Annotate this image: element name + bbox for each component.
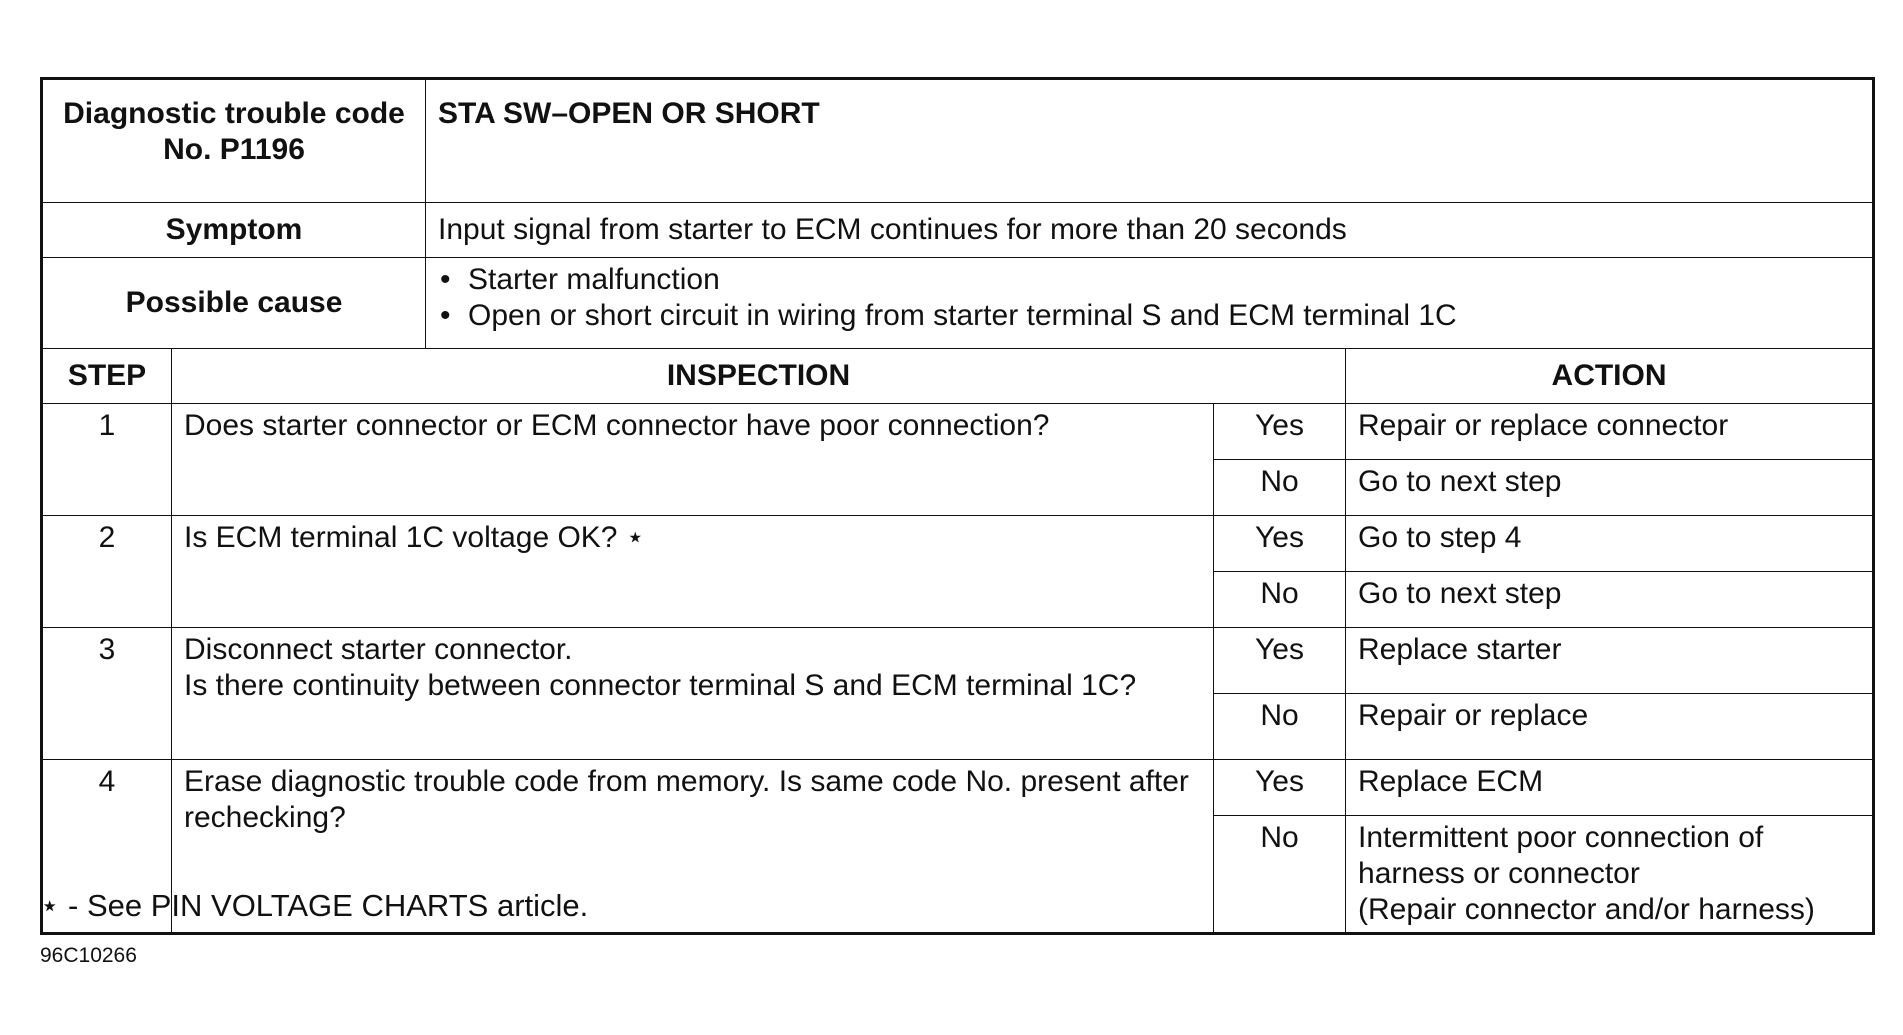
step-3-yes-row bbox=[42, 628, 1874, 694]
possible-cause-item: • Open or short circuit in wiring from starter terminal S and ECM terminal 1C bbox=[438, 298, 1860, 334]
step-number: 2 bbox=[42, 516, 172, 628]
symptom-value: Input signal from starter to ECM continues for more than 20 seconds bbox=[426, 203, 1874, 258]
no-action: Go to next step bbox=[1346, 572, 1874, 628]
no-action: Go to next step bbox=[1346, 460, 1874, 516]
no-label: No bbox=[1214, 694, 1346, 760]
yes-action: Repair or replace connector bbox=[1346, 404, 1874, 460]
possible-cause-list-cell bbox=[426, 258, 1874, 349]
step-number: 4 bbox=[42, 760, 172, 934]
step-header: STEP bbox=[42, 349, 172, 404]
possible-cause-item: • Starter malfunction bbox=[438, 262, 1860, 298]
possible-cause-label: Possible cause bbox=[42, 258, 426, 349]
no-action: Repair or replace bbox=[1346, 694, 1874, 760]
step-1-yes-row bbox=[42, 404, 1874, 460]
step-inspection: Disconnect starter connector. Is there continuity between connector terminal S and ECM terminal 1C? bbox=[172, 628, 1214, 760]
step-inspection: Does starter connector or ECM connector have poor connection? bbox=[172, 404, 1214, 516]
yes-action: Replace starter bbox=[1346, 628, 1874, 694]
possible-cause-list bbox=[438, 262, 1860, 334]
step-4-yes-row bbox=[42, 760, 1874, 816]
dtc-row bbox=[42, 79, 1874, 203]
step-inspection: Erase diagnostic trouble code from memory. Is same code No. present after rechecking? bbox=[172, 760, 1214, 934]
step-number: 3 bbox=[42, 628, 172, 760]
yes-action: Go to step 4 bbox=[1346, 516, 1874, 572]
step-number: 1 bbox=[42, 404, 172, 516]
no-label: No bbox=[1214, 816, 1346, 934]
yes-label: Yes bbox=[1214, 516, 1346, 572]
dtc-label: Diagnostic trouble code No. P1196 bbox=[42, 79, 426, 203]
inspection-header: INSPECTION bbox=[172, 349, 1346, 404]
diagnostic-table bbox=[40, 77, 1875, 935]
figure-code: 96C10266 bbox=[40, 944, 137, 967]
yes-label: Yes bbox=[1214, 760, 1346, 816]
no-label: No bbox=[1214, 460, 1346, 516]
symptom-label: Symptom bbox=[42, 203, 426, 258]
no-label: No bbox=[1214, 572, 1346, 628]
symptom-row bbox=[42, 203, 1874, 258]
action-header: ACTION bbox=[1346, 349, 1874, 404]
footnote: ⋆ - See PIN VOLTAGE CHARTS article. bbox=[40, 888, 589, 923]
step-inspection: Is ECM terminal 1C voltage OK? ⋆ bbox=[172, 516, 1214, 628]
possible-cause-row bbox=[42, 258, 1874, 349]
no-action: Intermittent poor connection of harness or connector (Repair connector and/or harness) bbox=[1346, 816, 1874, 934]
column-header-row bbox=[42, 349, 1874, 404]
step-2-yes-row bbox=[42, 516, 1874, 572]
yes-action: Replace ECM bbox=[1346, 760, 1874, 816]
diagnostic-document bbox=[40, 77, 1872, 935]
dtc-value: STA SW–OPEN OR SHORT bbox=[426, 79, 1874, 203]
yes-label: Yes bbox=[1214, 404, 1346, 460]
yes-label: Yes bbox=[1214, 628, 1346, 694]
